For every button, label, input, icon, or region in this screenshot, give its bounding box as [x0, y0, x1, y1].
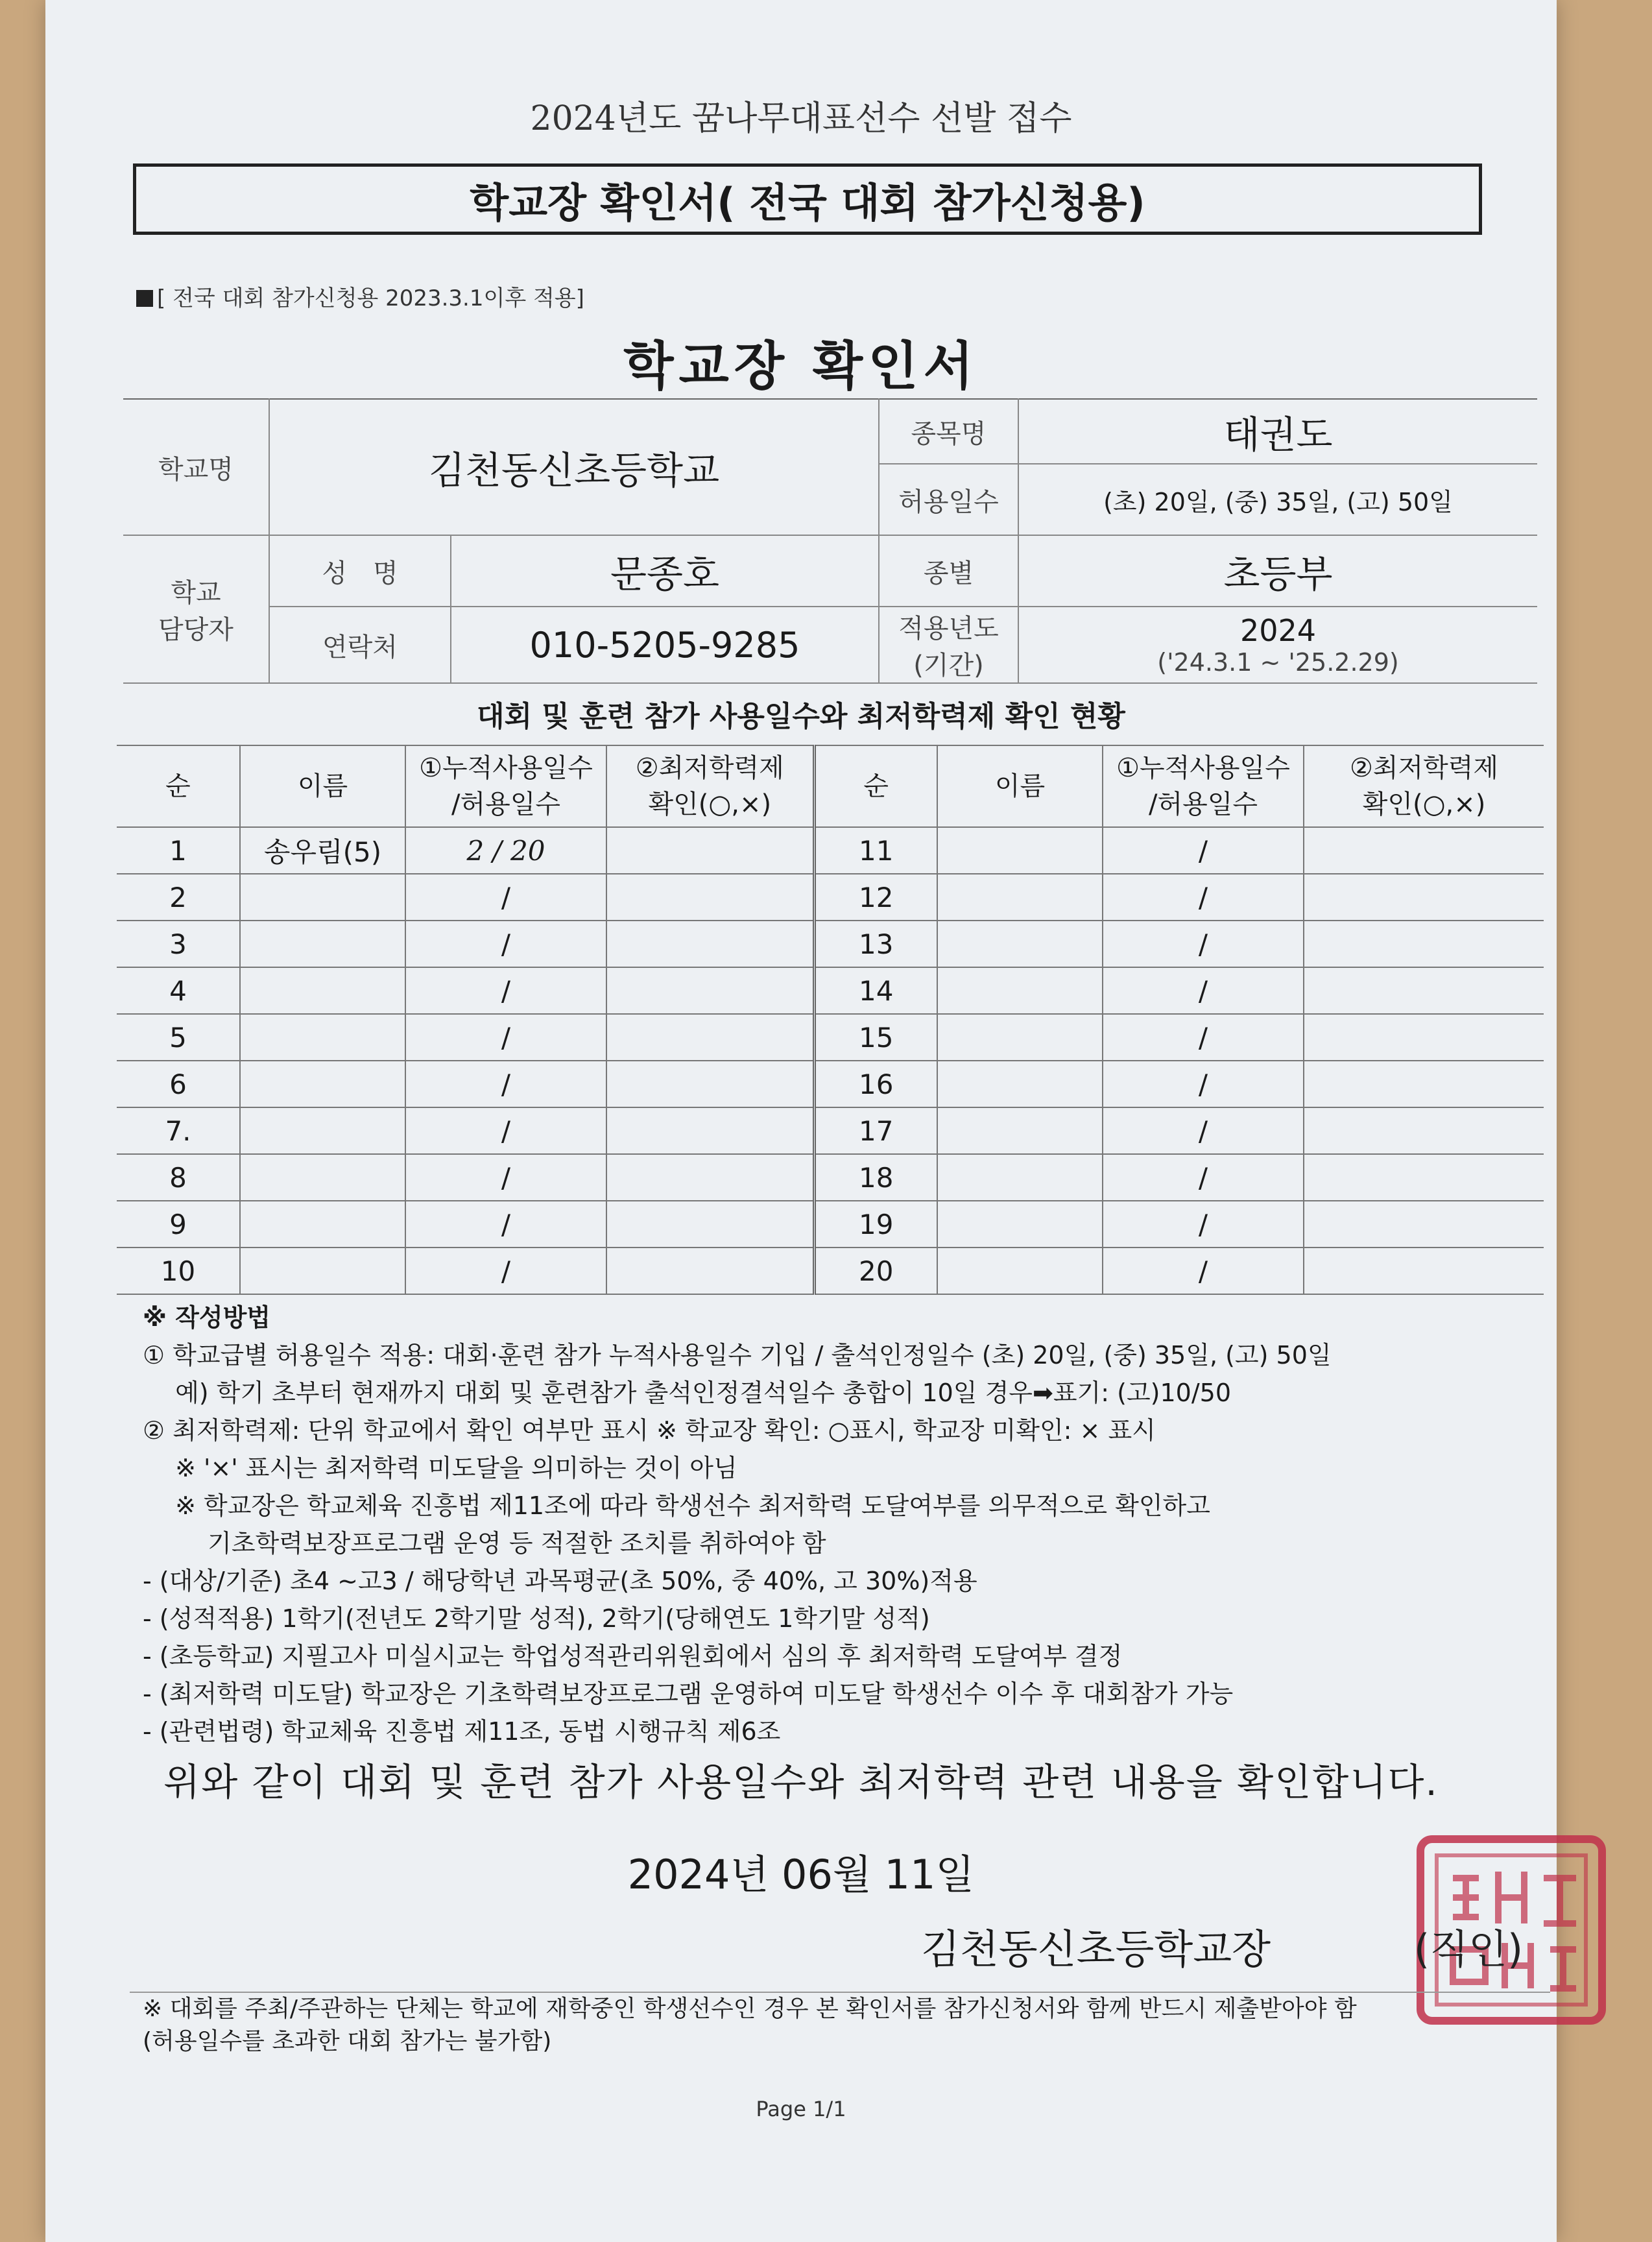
staff-label-line1: 학교: [171, 578, 221, 608]
category-value: 초등부: [1018, 535, 1537, 607]
row-min-check-right: [1304, 1107, 1544, 1154]
row-min-check-right: [1304, 1248, 1544, 1294]
instruction-line: - (최저학력 미도달) 학교장은 기초학력보장프로그램 운영하여 미도달 학생선수 이수 후 대회참가 가능: [143, 1680, 1234, 1708]
status-header-row: [117, 745, 1544, 827]
row-min-check-right: [1304, 967, 1544, 1014]
instructions-heading: ※ 작성방법: [143, 1303, 271, 1332]
footer-note-line1: ※ 대회를 주최/주관하는 단체는 학교에 재학중인 학생선수인 경우 본 확인서를 참가신청서와 함께 반드시 제출받아야 함: [143, 1995, 1357, 2022]
table-row: [117, 1107, 1544, 1154]
header-days-line1: ①누적사용일수: [419, 753, 593, 783]
year-label-line1: 적용년도: [898, 614, 999, 644]
square-bullet-icon: [136, 290, 153, 307]
name-value: 문종호: [451, 535, 879, 607]
header-days: [405, 745, 606, 827]
row-min-check: [606, 1061, 814, 1107]
seal-label: (직인): [1414, 1925, 1524, 1973]
row-no: 3: [117, 921, 240, 967]
row-no-right: 13: [814, 921, 937, 967]
row-days-right: /: [1103, 874, 1304, 921]
instruction-line: - (성적적용) 1학기(전년도 2학기말 성적), 2학기(당해연도 1학기말 성적): [143, 1604, 930, 1633]
row-name-right: [937, 827, 1103, 874]
row-name: [240, 1248, 405, 1294]
row-days-right: /: [1103, 967, 1304, 1014]
name-label: 성 명: [269, 535, 451, 607]
year-label-line2: (기간): [913, 651, 984, 681]
table-row: [117, 921, 1544, 967]
confirmation-date: 2024년 06월 11일: [627, 1851, 975, 1898]
footer-note-line2: (허용일수를 초과한 대회 참가는 불가함): [143, 2028, 552, 2055]
row-min-check: [606, 1201, 814, 1248]
row-name: [240, 1201, 405, 1248]
instruction-line: 예) 학기 초부터 현재까지 대회 및 훈련참가 출석인정결석일수 총합이 10일 경우➡표기: (고)10/50: [143, 1379, 1232, 1407]
row-no: 8: [117, 1154, 240, 1201]
table-row: [117, 967, 1544, 1014]
staff-label: [123, 535, 269, 683]
instructions: [143, 1299, 1570, 1750]
applicability-note-text: [ 전국 대회 참가신청용 2023.3.1이후 적용]: [157, 285, 584, 311]
row-days: /: [405, 1248, 606, 1294]
row-min-check-right: [1304, 921, 1544, 967]
row-no-right: 11: [814, 827, 937, 874]
row-min-check-right: [1304, 1201, 1544, 1248]
page-number: Page 1/1: [756, 2097, 846, 2121]
instruction-line: - (관련법령) 학교체육 진흥법 제11조, 동법 시행규칙 제6조: [143, 1717, 781, 1746]
school-value: 김천동신초등학교: [269, 399, 879, 535]
year-label: [879, 607, 1018, 683]
allowed-days-value: (초) 20일, (중) 35일, (고) 50일: [1018, 464, 1537, 535]
header-min: [606, 745, 814, 827]
year-period: ('24.3.1 ~ '25.2.29): [1157, 648, 1399, 677]
header-days-right-line1: ①누적사용일수: [1116, 753, 1290, 783]
row-days: /: [405, 921, 606, 967]
table-row: [117, 1014, 1544, 1061]
row-name: [240, 1107, 405, 1154]
year-cell: [1018, 607, 1537, 683]
status-table: [117, 745, 1544, 1295]
row-days-right: /: [1103, 1248, 1304, 1294]
row-days-right: /: [1103, 1061, 1304, 1107]
sport-value: 태권도: [1018, 399, 1537, 464]
instruction-line: ※ 학교장은 학교체육 진흥법 제11조에 따라 학생선수 최저학력 도달여부를 의무적으로 확인하고: [143, 1491, 1210, 1520]
header-min-right: [1304, 745, 1544, 827]
row-no: 6: [117, 1061, 240, 1107]
footer-note: [143, 1993, 1357, 2058]
header-name: 이름: [240, 745, 405, 827]
row-min-check: [606, 827, 814, 874]
document-page: [45, 0, 1557, 2242]
row-min-check-right: [1304, 1154, 1544, 1201]
row-no: 9: [117, 1201, 240, 1248]
table-row: [117, 1201, 1544, 1248]
contact-label: 연락처: [269, 607, 451, 683]
row-days-right: /: [1103, 1107, 1304, 1154]
row-no: 4: [117, 967, 240, 1014]
row-name-right: [937, 967, 1103, 1014]
instruction-line: 기초학력보장프로그램 운영 등 적절한 조치를 취하여야 함: [143, 1529, 826, 1558]
row-days-right: /: [1103, 921, 1304, 967]
instruction-line: ① 학교급별 허용일수 적용: 대회·훈련 참가 누적사용일수 기입 / 출석인정일수 (초) 20일, (중) 35일, (고) 50일: [143, 1341, 1332, 1369]
year-value: 2024: [1239, 613, 1317, 648]
row-min-check: [606, 1154, 814, 1201]
row-min-check: [606, 1014, 814, 1061]
row-no-right: 18: [814, 1154, 937, 1201]
status-title: 대회 및 훈련 참가 사용일수와 최저학력제 확인 현황: [477, 700, 1125, 733]
row-no: 7.: [117, 1107, 240, 1154]
row-name: [240, 1014, 405, 1061]
row-min-check-right: [1304, 827, 1544, 874]
school-label: 학교명: [123, 399, 269, 535]
row-no-right: 12: [814, 874, 937, 921]
row-min-check: [606, 1248, 814, 1294]
row-days: /: [405, 1201, 606, 1248]
row-no: 1: [117, 827, 240, 874]
header-min-right-line1: ②최저학력제: [1349, 753, 1499, 783]
row-name-right: [937, 1201, 1103, 1248]
sport-label: 종목명: [879, 399, 1018, 464]
row-min-check: [606, 967, 814, 1014]
row-min-check: [606, 1107, 814, 1154]
instruction-line: - (대상/기준) 초4 ~고3 / 해당학년 과목평균(초 50%, 중 40%, 고 30%)적용: [143, 1567, 977, 1595]
instruction-line: ② 최저학력제: 단위 학교에서 확인 여부만 표시 ※ 학교장 확인: ○표시, 학교장 미확인: × 표시: [143, 1416, 1156, 1445]
row-days: /: [405, 874, 606, 921]
instruction-line: ※ '×' 표시는 최저학력 미도달을 의미하는 것이 아님: [143, 1454, 737, 1482]
allowed-days-label: 허용일수: [879, 464, 1018, 535]
row-name: [240, 874, 405, 921]
row-days: /: [405, 1154, 606, 1201]
row-no-right: 16: [814, 1061, 937, 1107]
row-days: /: [405, 1014, 606, 1061]
row-no-right: 14: [814, 967, 937, 1014]
principal-name: 김천동신초등학교장: [921, 1925, 1271, 1973]
row-name: [240, 1154, 405, 1201]
row-name-right: [937, 921, 1103, 967]
row-name: 송우림(5): [240, 827, 405, 874]
header-min-line2: 확인(○,×): [648, 790, 772, 819]
row-no: 5: [117, 1014, 240, 1061]
applicability-note: [136, 280, 584, 312]
info-table: [123, 398, 1537, 684]
row-min-check: [606, 921, 814, 967]
row-no-right: 15: [814, 1014, 937, 1061]
table-row: [117, 1248, 1544, 1294]
row-name: [240, 921, 405, 967]
instruction-line: - (초등학교) 지필고사 미실시교는 학업성적관리위원회에서 심의 후 최저학력 도달여부 결정: [143, 1642, 1123, 1670]
row-min-check: [606, 874, 814, 921]
row-name-right: [937, 1107, 1103, 1154]
confirmation-statement: 위와 같이 대회 및 훈련 참가 사용일수와 최저학력 관련 내용을 확인합니다.: [163, 1760, 1439, 1804]
row-name: [240, 967, 405, 1014]
table-row: [117, 874, 1544, 921]
row-days: 2 / 20: [405, 827, 606, 874]
row-no-right: 17: [814, 1107, 937, 1154]
row-min-check-right: [1304, 1061, 1544, 1107]
row-name-right: [937, 1061, 1103, 1107]
header-min-line1: ②최저학력제: [635, 753, 784, 783]
row-no: 10: [117, 1248, 240, 1294]
header-no: 순: [117, 745, 240, 827]
header-days-right: [1103, 745, 1304, 827]
main-title: 학교장 확인서: [623, 336, 979, 396]
instructions-lines: [143, 1336, 1570, 1750]
table-row: [117, 827, 1544, 874]
row-days-right: /: [1103, 1201, 1304, 1248]
row-days-right: /: [1103, 1014, 1304, 1061]
row-name-right: [937, 874, 1103, 921]
row-days-right: /: [1103, 827, 1304, 874]
row-days: /: [405, 1061, 606, 1107]
header-name-right: 이름: [937, 745, 1103, 827]
form-title-box: [133, 163, 1482, 235]
header-no-right: 순: [814, 745, 937, 827]
row-name: [240, 1061, 405, 1107]
row-no-right: 20: [814, 1248, 937, 1294]
header-days-right-line2: /허용일수: [1148, 790, 1258, 819]
header-min-right-line2: 확인(○,×): [1362, 790, 1486, 819]
row-name-right: [937, 1154, 1103, 1201]
row-min-check-right: [1304, 874, 1544, 921]
row-days-right: /: [1103, 1154, 1304, 1201]
contact-value: 010-5205-9285: [451, 607, 879, 683]
table-row: [117, 1061, 1544, 1107]
top-heading: 2024년도 꿈나무대표선수 선발 접수: [530, 99, 1072, 138]
table-row: [117, 1154, 1544, 1201]
row-days: /: [405, 1107, 606, 1154]
row-name-right: [937, 1248, 1103, 1294]
category-label: 종별: [879, 535, 1018, 607]
staff-label-line2: 담당자: [158, 615, 233, 645]
row-no: 2: [117, 874, 240, 921]
row-min-check-right: [1304, 1014, 1544, 1061]
row-name-right: [937, 1014, 1103, 1061]
row-days: /: [405, 967, 606, 1014]
row-no-right: 19: [814, 1201, 937, 1248]
header-days-line2: /허용일수: [451, 790, 561, 819]
form-title: 학교장 확인서( 전국 대회 참가신청용): [470, 178, 1145, 226]
